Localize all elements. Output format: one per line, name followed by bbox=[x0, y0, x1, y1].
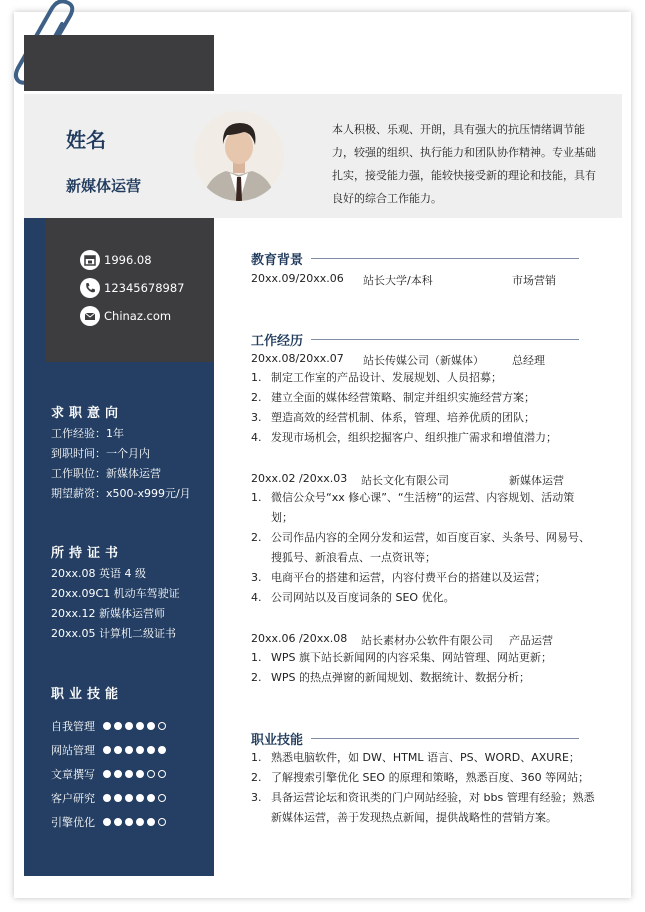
phone-number[interactable]: 12345678987 bbox=[104, 281, 185, 295]
cert-item: 20xx.09C1 机动车驾驶证 bbox=[51, 587, 180, 600]
rating-dot-filled bbox=[147, 746, 155, 754]
education-date: 20xx.09/20xx.06 bbox=[251, 272, 344, 285]
job-company: 站长传媒公司（新媒体） bbox=[363, 354, 484, 367]
skill-rating bbox=[103, 746, 166, 754]
list-item: 1. 熟悉电脑软件，如 DW、HTML 语言、PS、WORD、AXURE； bbox=[251, 751, 580, 764]
rating-dot-empty bbox=[147, 770, 155, 778]
cert-item: 20xx.08 英语 4 级 bbox=[51, 567, 146, 580]
skill-label: 网站管理 bbox=[51, 744, 95, 757]
job-position: 新媒体运营 bbox=[509, 474, 564, 487]
contact-birth bbox=[80, 250, 152, 270]
pro-skills-heading: 职业技能 bbox=[251, 733, 304, 748]
skill-label: 文章撰写 bbox=[51, 768, 95, 781]
rating-dot-filled bbox=[158, 746, 166, 754]
phone-icon bbox=[80, 278, 100, 298]
rating-dot-filled bbox=[136, 770, 144, 778]
job-date: 20xx.06 /20xx.08 bbox=[251, 632, 348, 645]
skill-label: 自我管理 bbox=[51, 720, 95, 733]
skill-rating bbox=[103, 722, 166, 730]
list-item: 2. 公司作品内容的全网分发和运营，如百度百家、头条号、网易号、搜狐号、新浪看点、一点资讯等； bbox=[251, 531, 590, 564]
name: 姓名 bbox=[66, 128, 106, 152]
rating-dot-filled bbox=[103, 770, 111, 778]
rating-dot-filled bbox=[125, 770, 133, 778]
rating-dot-filled bbox=[114, 770, 122, 778]
skill-row bbox=[51, 742, 166, 758]
rating-dot-filled bbox=[125, 794, 133, 802]
job-title: 新媒体运营 bbox=[66, 177, 142, 195]
rating-dot-empty bbox=[158, 794, 166, 802]
intent-start: 到职时间：一个月内 bbox=[51, 447, 150, 460]
list-item: 1. 制定工作室的产品设计、发展规划、人员招募； bbox=[251, 371, 502, 384]
rating-dot-empty bbox=[158, 770, 166, 778]
section-divider bbox=[311, 339, 579, 340]
calendar-icon bbox=[80, 250, 100, 270]
job-position: 总经理 bbox=[512, 354, 545, 367]
rating-dot-empty bbox=[158, 722, 166, 730]
rating-dot-filled bbox=[114, 746, 122, 754]
education-major: 市场营销 bbox=[512, 274, 556, 287]
list-item: 2. WPS 的热点弹窗的新闻规划、数据统计、数据分析； bbox=[251, 671, 530, 684]
work-heading: 工作经历 bbox=[251, 334, 304, 349]
intent-experience: 工作经验：1年 bbox=[51, 427, 124, 440]
skill-rating bbox=[103, 818, 166, 826]
list-item: 3. 具备运营论坛和资讯类的门户网站经验，对 bbs 管理有经验；熟悉新媒体运营，善于发现热点新闻，提供战略性的营销方案。 bbox=[251, 791, 595, 824]
rating-dot-filled bbox=[103, 818, 111, 826]
rating-dot-filled bbox=[125, 746, 133, 754]
rating-dot-filled bbox=[114, 794, 122, 802]
skill-rating bbox=[103, 794, 166, 802]
list-item: 2. 建立全面的媒体经营策略、制定并组织实施经营方案； bbox=[251, 391, 535, 404]
job-position: 产品运营 bbox=[509, 634, 553, 647]
cert-item: 20xx.12 新媒体运营师 bbox=[51, 607, 166, 620]
job-date: 20xx.02 /20xx.03 bbox=[251, 472, 348, 485]
skill-label: 引擎优化 bbox=[51, 816, 95, 829]
self-summary: 本人积极、乐观、开朗，具有强大的抗压情绪调节能力，较强的组织、执行能力和团队协作精神。专业基础扎实，接受能力强，能较快接受新的理论和技能，具有良好的综合工作能力。 bbox=[332, 123, 596, 205]
job-company: 站长文化有限公司 bbox=[361, 474, 449, 487]
rating-dot-filled bbox=[136, 746, 144, 754]
rating-dot-filled bbox=[147, 818, 155, 826]
rating-dot-filled bbox=[114, 818, 122, 826]
skill-row bbox=[51, 718, 166, 734]
header-dark-block bbox=[24, 35, 214, 91]
list-item: 4. 公司网站以及百度词条的 SEO 优化。 bbox=[251, 591, 455, 604]
skills-heading: 职业技能 bbox=[51, 687, 124, 702]
rating-dot-filled bbox=[136, 794, 144, 802]
list-item: 3. 塑造高效的经营机制、体系，管理、培养优质的团队； bbox=[251, 411, 535, 424]
intent-salary: 期望薪资：x500-x999元/月 bbox=[51, 487, 191, 500]
job-company: 站长素材办公软件有限公司 bbox=[361, 634, 493, 647]
skill-label: 客户研究 bbox=[51, 792, 95, 805]
skill-row bbox=[51, 766, 166, 782]
section-divider bbox=[311, 738, 579, 739]
list-item: 1. WPS 旗下站长新闻网的内容采集、网站管理、网站更新； bbox=[251, 651, 552, 664]
rating-dot-filled bbox=[136, 818, 144, 826]
education-school: 站长大学/本科 bbox=[363, 274, 433, 287]
email-address[interactable]: Chinaz.com bbox=[104, 309, 172, 323]
rating-dot-filled bbox=[103, 794, 111, 802]
intent-position: 工作职位：新媒体运营 bbox=[51, 467, 161, 480]
contact-email bbox=[80, 306, 171, 326]
rating-dot-empty bbox=[158, 818, 166, 826]
skill-row bbox=[51, 814, 166, 830]
avatar bbox=[194, 111, 284, 201]
rating-dot-filled bbox=[103, 746, 111, 754]
cert-item: 20xx.05 计算机二级证书 bbox=[51, 627, 177, 640]
list-item: 1. 微信公众号“xx 修心课”、“生活榜”的运营、内容规划、活动策划； bbox=[251, 491, 575, 524]
rating-dot-filled bbox=[147, 794, 155, 802]
rating-dot-filled bbox=[114, 722, 122, 730]
intent-heading: 求职意向 bbox=[51, 406, 124, 421]
rating-dot-filled bbox=[125, 818, 133, 826]
list-item: 3. 电商平台的搭建和运营，内容付费平台的搭建以及运营； bbox=[251, 571, 546, 584]
list-item: 2. 了解搜索引擎优化 SEO 的原理和策略，熟悉百度、360 等网站； bbox=[251, 771, 590, 784]
job-date: 20xx.08/20xx.07 bbox=[251, 352, 344, 365]
rating-dot-filled bbox=[136, 722, 144, 730]
contact-phone bbox=[80, 278, 184, 298]
skill-rating bbox=[103, 770, 166, 778]
list-item: 4. 发现市场机会，组织挖掘客户、组织推广需求和增值潜力； bbox=[251, 431, 557, 444]
rating-dot-filled bbox=[103, 722, 111, 730]
rating-dot-filled bbox=[147, 722, 155, 730]
certs-heading: 所持证书 bbox=[51, 546, 124, 561]
rating-dot-filled bbox=[125, 722, 133, 730]
mail-icon bbox=[80, 306, 100, 326]
birth-date: 1996.08 bbox=[104, 253, 152, 267]
section-divider bbox=[311, 258, 579, 259]
education-heading: 教育背景 bbox=[251, 253, 304, 268]
skill-row bbox=[51, 790, 166, 806]
